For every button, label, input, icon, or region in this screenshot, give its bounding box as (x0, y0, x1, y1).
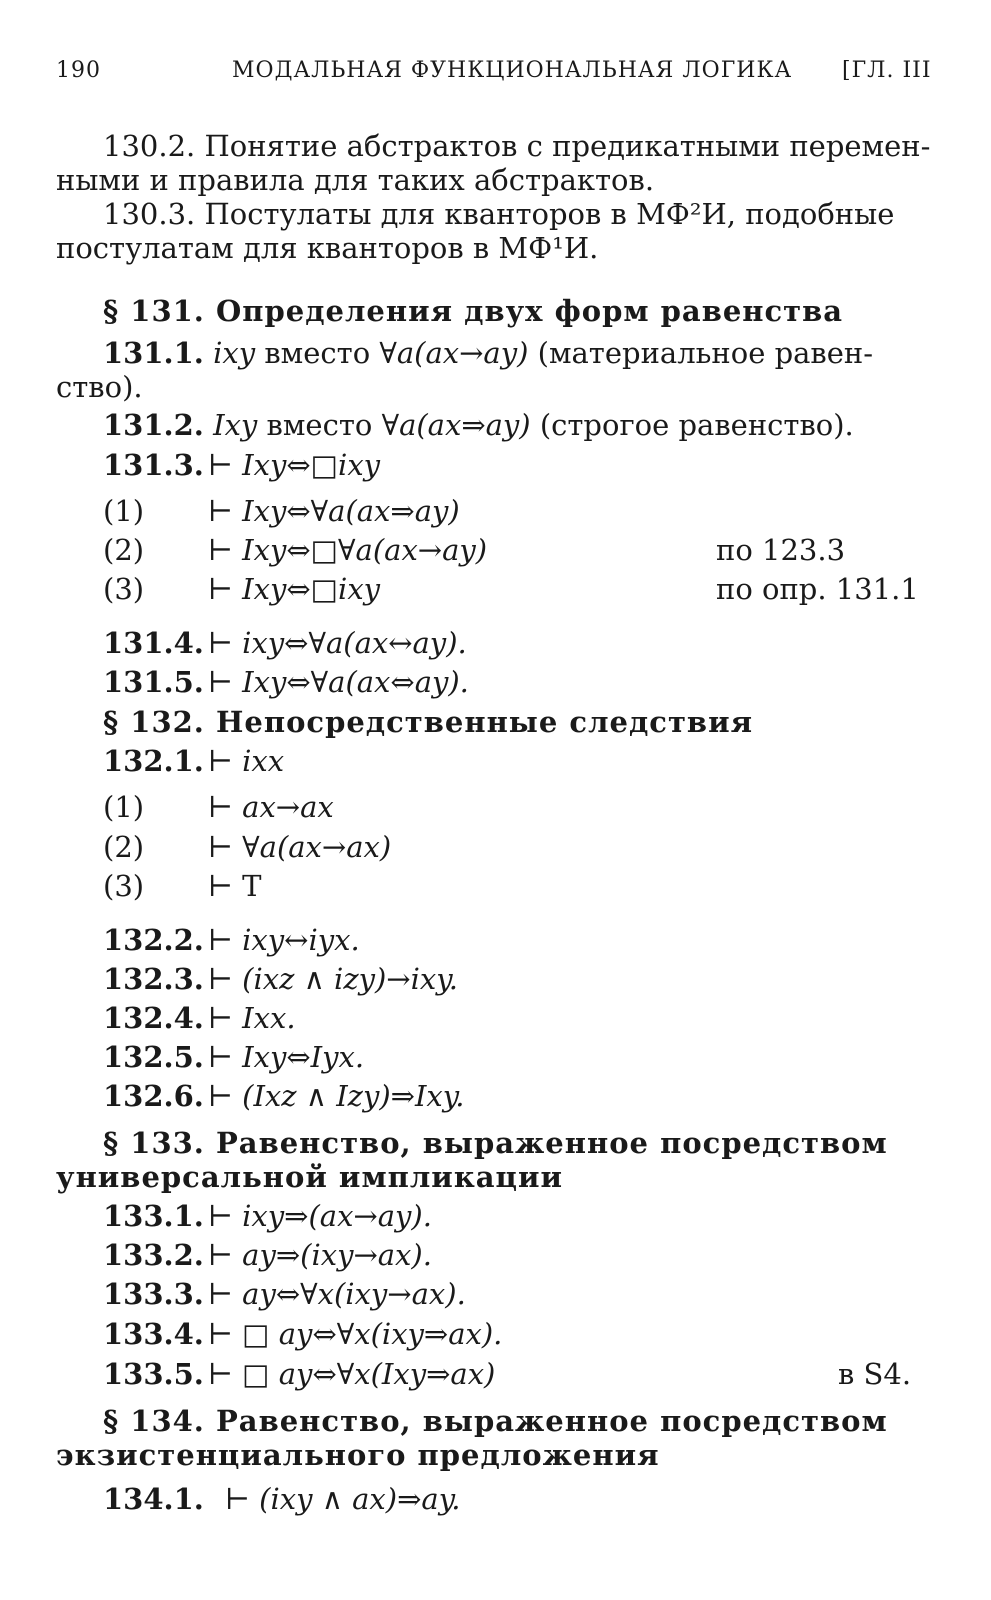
item-130-2-cont: ными и правила для таких абстрактов. (56, 163, 655, 197)
text: (строгое равенство). (530, 408, 854, 442)
section-131-title: § 131. Определения двух форм равенства (103, 294, 844, 328)
section-132-title: § 132. Непосредственные следствия (103, 705, 754, 739)
formula: ixy (213, 336, 256, 370)
proof-step-label: (2) (103, 533, 145, 567)
item-text: Понятие абстрактов с предикатными перемен- (204, 129, 931, 163)
section-133-title-cont: универсальной импликации (56, 1160, 563, 1194)
theorem-formula: ⊢ ixy↔iyx. (208, 923, 360, 957)
proof-step-label: (3) (103, 869, 145, 903)
theorem-formula: ⊢ (ixz ∧ izy)→ixy. (208, 962, 458, 996)
formula: Ixy (213, 408, 258, 442)
proof-step-note: по опр. 131.1 (716, 572, 919, 606)
proof-step-formula: ⊢ ax→ax (208, 790, 334, 824)
text: вместо (255, 336, 380, 370)
item-number: 130.3. (103, 197, 196, 231)
chapter-label: [ГЛ. III (842, 58, 932, 83)
theorem-formula: ⊢ Ixy⇔∀a(ax⇔ay). (208, 665, 469, 699)
theorem-formula: ⊢ ay⇔∀x(ixy→ax). (208, 1277, 466, 1311)
formula: ∀a(ax→ay) (379, 336, 529, 370)
theorem-number: 133.3. (103, 1277, 204, 1311)
theorem-formula: ⊢ □ ay⇔∀x(ixy⇒ax). (208, 1317, 503, 1351)
theorem-formula: ⊢ ixy⇒(ax→ay). (208, 1199, 432, 1233)
text: вместо (257, 408, 382, 442)
theorem-formula: ⊢ ixx (208, 744, 285, 778)
theorem-formula: ⊢ (Ixz ∧ Izy)⇒Ixy. (208, 1079, 465, 1113)
proof-step-formula: ⊢ T (208, 869, 262, 903)
item-130-3 (103, 195, 894, 233)
theorem-number: 132.1. (103, 744, 204, 778)
item-number: 130.2. (103, 129, 196, 163)
item-130-3-cont: постулатам для кванторов в МФ¹И. (56, 231, 599, 265)
theorem-note: в S4. (838, 1357, 912, 1391)
section-134-title: § 134. Равенство, выраженное посредством (103, 1404, 888, 1438)
theorem-number: 133.4. (103, 1317, 204, 1351)
theorem-number: 132.4. (103, 1001, 204, 1035)
proof-step-formula: ⊢ Ixy⇔□ixy (208, 572, 381, 606)
definition-131-1-cont: ство). (56, 370, 143, 404)
proof-step-label: (1) (103, 494, 145, 528)
proof-step-formula: ⊢ Ixy⇔□∀a(ax→ay) (208, 533, 488, 567)
theorem-number: 133.2. (103, 1238, 204, 1272)
item-number: 131.2. (103, 408, 204, 442)
theorem-number: 132.6. (103, 1079, 204, 1113)
definition-131-1 (103, 334, 873, 372)
theorem-number: 133.1. (103, 1199, 204, 1233)
definition-131-2 (103, 406, 854, 444)
item-130-2 (103, 127, 930, 165)
item-number: 131.1. (103, 336, 204, 370)
proof-step-label: (3) (103, 572, 145, 606)
page-number: 190 (56, 58, 101, 83)
theorem-number: 133.5. (103, 1357, 204, 1391)
proof-step-formula: ⊢ ∀a(ax→ax) (208, 830, 392, 864)
proof-step-label: (2) (103, 830, 145, 864)
theorem-number: 131.3. (103, 448, 204, 482)
theorem-number: 132.2. (103, 923, 204, 957)
theorem-formula: ⊢ Ixy⇔□ixy (208, 448, 381, 482)
item-text: Постулаты для кванторов в МФ²И, подобные (204, 197, 895, 231)
theorem-formula: ⊢ □ ay⇔∀x(Ixy⇒ax) (208, 1357, 496, 1391)
theorem-number: 132.3. (103, 962, 204, 996)
running-title: МОДАЛЬНАЯ ФУНКЦИОНАЛЬНАЯ ЛОГИКА (232, 58, 793, 83)
section-134-title-cont: экзистенциального предложения (56, 1438, 660, 1472)
theorem-number: 131.5. (103, 665, 204, 699)
text: (материальное равен- (528, 336, 874, 370)
theorem-formula: ⊢ Ixy⇔Iyx. (208, 1040, 365, 1074)
proof-step-label: (1) (103, 790, 145, 824)
theorem-formula: ⊢ Ixx. (208, 1001, 296, 1035)
theorem-formula: ⊢ (ixy ∧ ax)⇒ay. (225, 1482, 461, 1516)
theorem-formula: ⊢ ay⇒(ixy→ax). (208, 1238, 432, 1272)
proof-step-formula: ⊢ Ixy⇔∀a(ax⇒ay) (208, 494, 460, 528)
theorem-number: 132.5. (103, 1040, 204, 1074)
formula: ∀a(ax⇒ay) (381, 408, 531, 442)
section-133-title: § 133. Равенство, выраженное посредством (103, 1126, 888, 1160)
proof-step-note: по 123.3 (716, 533, 846, 567)
theorem-number: 134.1. (103, 1482, 204, 1516)
theorem-number: 131.4. (103, 626, 204, 660)
theorem-formula: ⊢ ixy⇔∀a(ax↔ay). (208, 626, 467, 660)
